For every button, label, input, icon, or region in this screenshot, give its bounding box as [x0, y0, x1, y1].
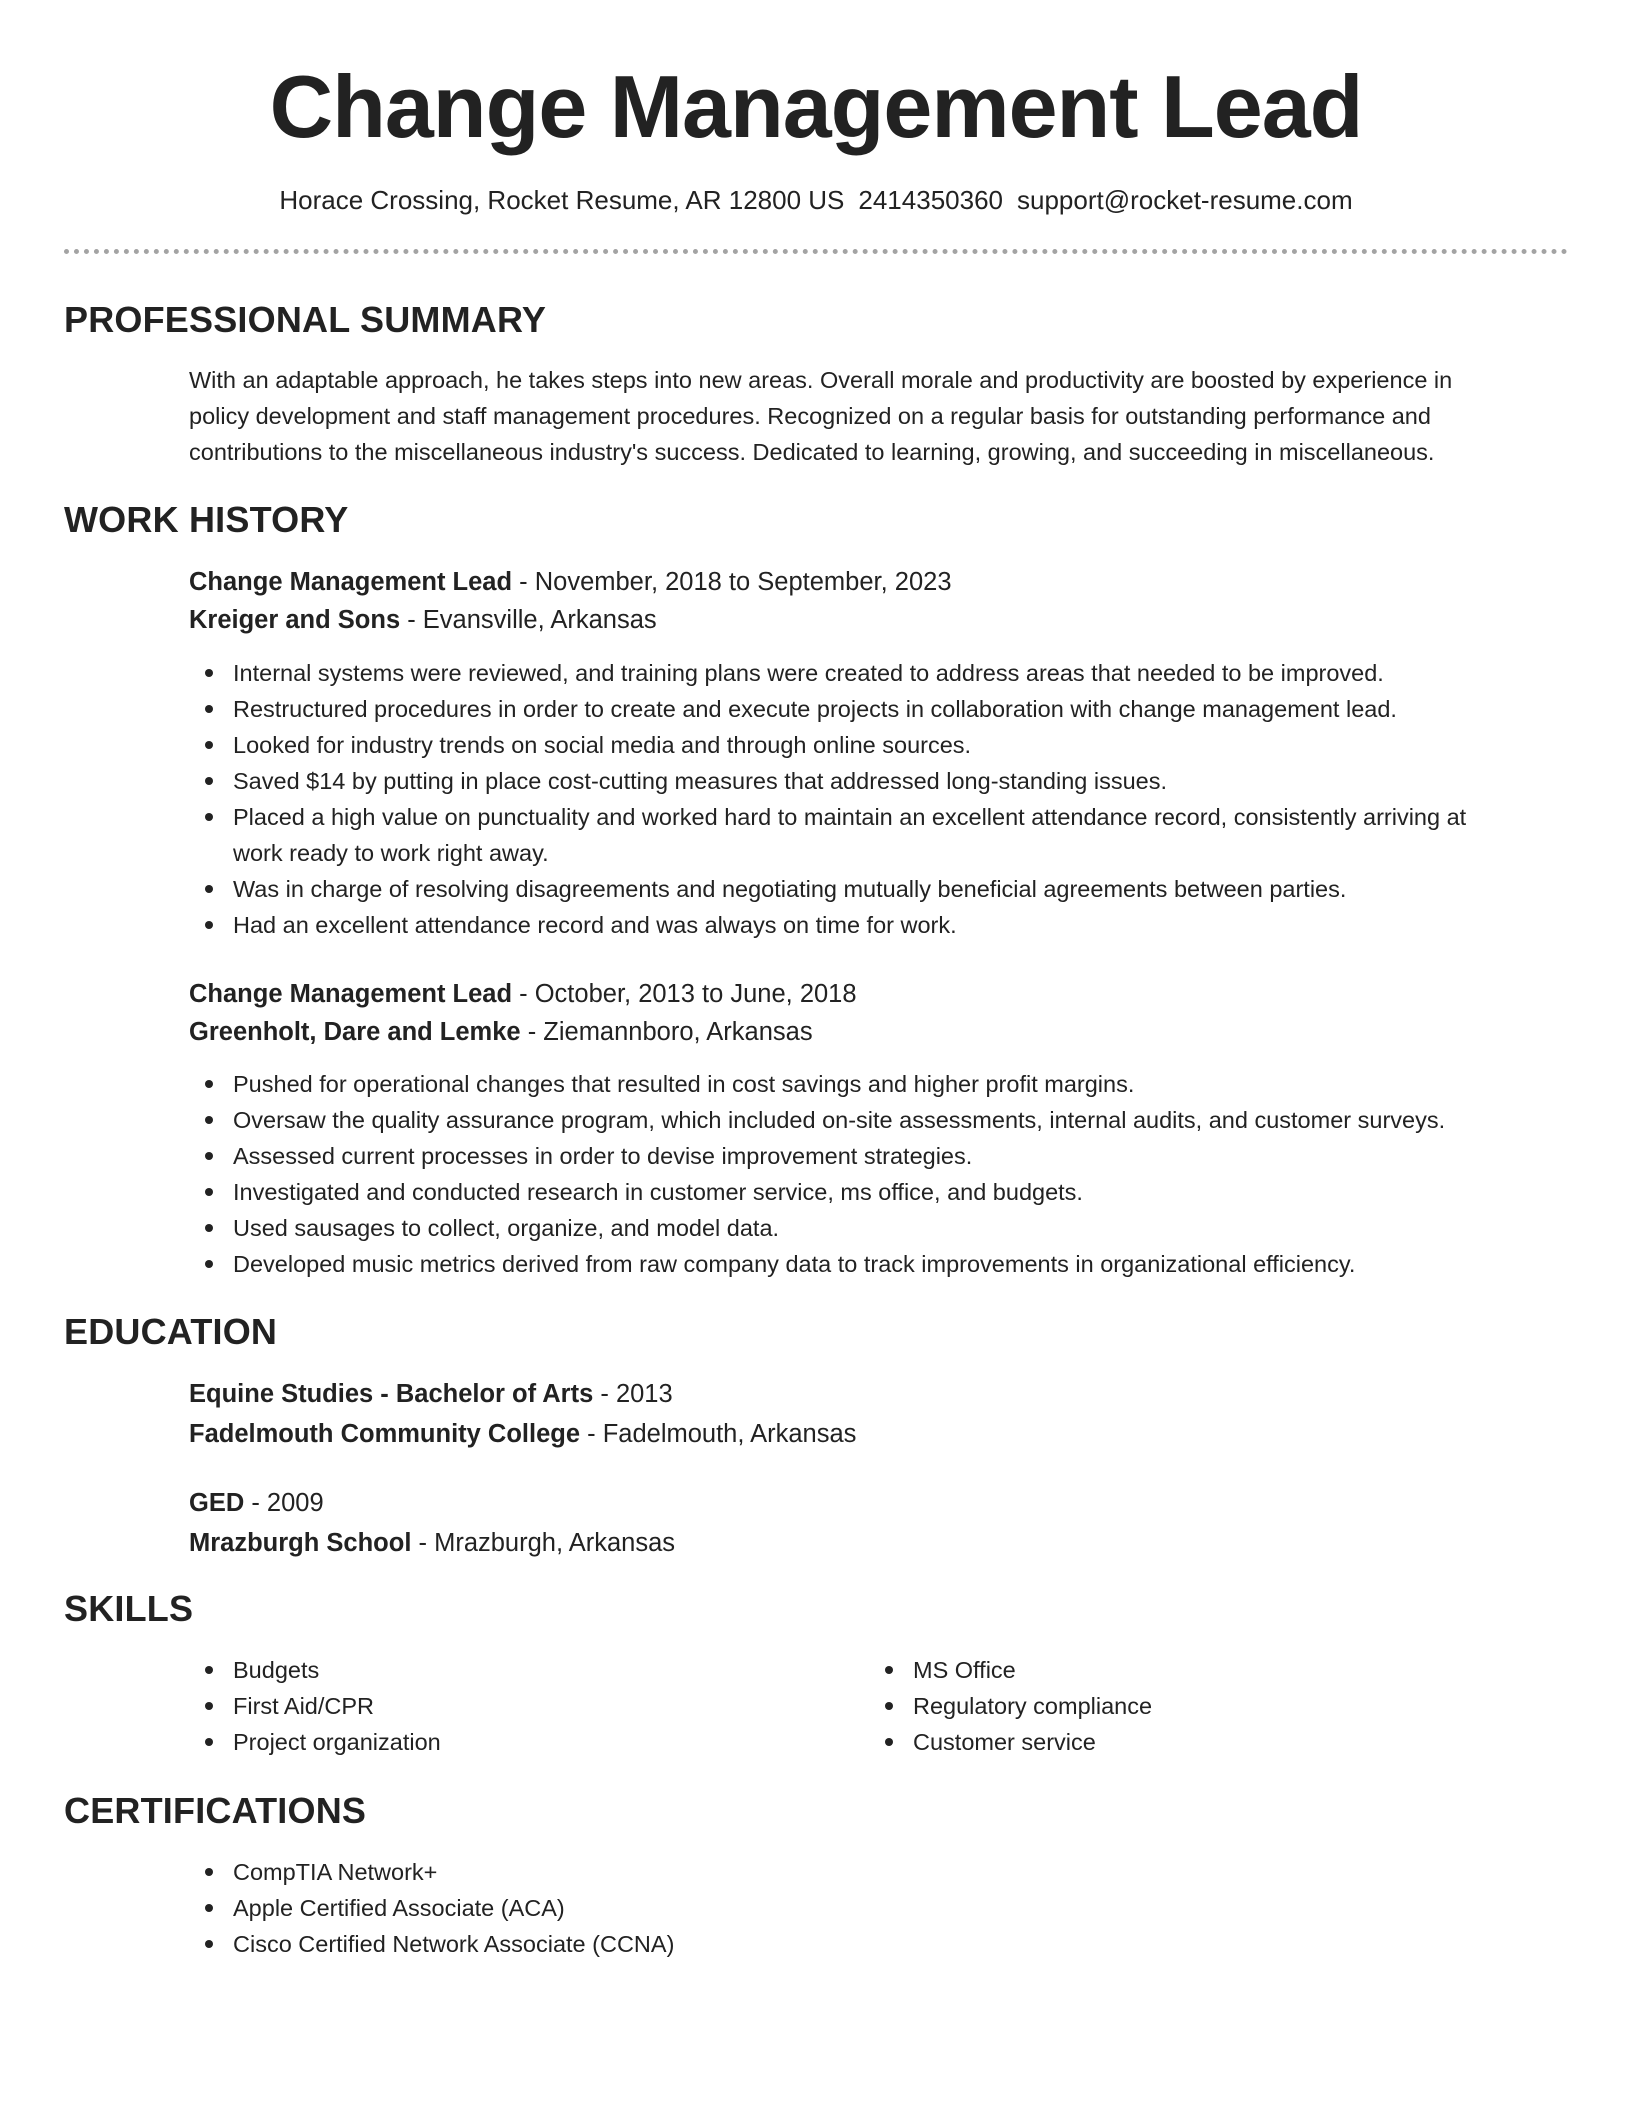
job-bullets — [189, 1066, 1568, 1282]
certification-item: Apple Certified Associate (ACA) — [189, 1890, 1568, 1926]
summary-text — [189, 362, 1568, 470]
resume-title: Change Management Lead — [269, 57, 1363, 156]
list-item: Was in charge of resolving disagreements and negotiating mutually beneficial agreements between parties. — [189, 871, 1568, 907]
skills-column-right — [869, 1652, 1549, 1760]
skill-item: First Aid/CPR — [189, 1688, 869, 1724]
education-degree: Equine Studies - Bachelor of Arts — [189, 1380, 594, 1408]
summary-heading: PROFESSIONAL SUMMARY — [64, 299, 547, 340]
job-company: Greenholt, Dare and Lemke — [189, 1018, 521, 1046]
education-school-line — [189, 1414, 1568, 1454]
skills-grid — [189, 1652, 1568, 1760]
certifications-heading: CERTIFICATIONS — [64, 1790, 367, 1831]
work-history-heading: WORK HISTORY — [64, 499, 349, 540]
list-item: Looked for industry trends on social media and through online sources. — [189, 727, 1568, 763]
skill-item: MS Office — [869, 1652, 1549, 1688]
education-entry — [189, 1374, 1568, 1454]
list-item: Had an excellent attendance record and was always on time for work. — [189, 907, 1568, 943]
skill-item: Project organization — [189, 1724, 869, 1760]
list-item: Restructured procedures in order to create and execute projects in collaboration with change management lead. — [189, 691, 1568, 727]
list-item: Saved $14 by putting in place cost-cutting measures that addressed long-standing issues. — [189, 763, 1568, 799]
education-school: Fadelmouth Community College — [189, 1420, 581, 1448]
job-company-line — [189, 1013, 1568, 1051]
job-entry — [189, 975, 1568, 1051]
job-bullets — [189, 655, 1568, 943]
header-divider — [64, 249, 1568, 254]
list-item: Placed a high value on punctuality and worked hard to maintain an excellent attendance record, consistently arriving at — [189, 799, 1568, 835]
job-company-line — [189, 601, 1568, 639]
list-item: Developed music metrics derived from raw company data to track improvements in organizational efficiency. — [189, 1246, 1568, 1282]
education-school: Mrazburgh School — [189, 1529, 412, 1557]
education-school-line — [189, 1523, 1568, 1563]
skills-column-left — [189, 1652, 869, 1760]
skill-item: Budgets — [189, 1652, 869, 1688]
list-item: Internal systems were reviewed, and training plans were created to address areas that needed to be improved. — [189, 655, 1568, 691]
contact-phone: 2414350360 — [858, 185, 1003, 215]
summary-line: contributions to the miscellaneous industry's success. Dedicated to learning, growing, and succeeding in miscellaneous. — [189, 439, 1435, 465]
contact-email[interactable]: support@rocket-resume.com — [1017, 185, 1353, 215]
skills-heading: SKILLS — [64, 1588, 194, 1629]
summary-line: policy development and staff management procedures. Recognized on a regular basis for outstanding performance and — [189, 403, 1431, 429]
list-item-continuation: work ready to work right away. — [233, 840, 549, 866]
certifications-list — [189, 1854, 1568, 1962]
job-title-line — [189, 563, 1568, 601]
list-item: Oversaw the quality assurance program, which included on-site assessments, internal audits, and customer surveys. — [189, 1102, 1568, 1138]
list-item: Investigated and conducted research in customer service, ms office, and budgets. — [189, 1174, 1568, 1210]
job-title: Change Management Lead — [189, 568, 513, 596]
education-degree-line — [189, 1374, 1568, 1414]
job-title: Change Management Lead — [189, 980, 513, 1008]
job-location: - Ziemannboro, Arkansas — [520, 1018, 813, 1046]
education-location: - Mrazburgh, Arkansas — [411, 1529, 676, 1557]
certification-item: Cisco Certified Network Associate (CCNA) — [189, 1926, 1568, 1962]
contact-address: Horace Crossing, Rocket Resume, AR 12800 US — [279, 185, 845, 215]
job-location: - Evansville, Arkansas — [400, 606, 657, 634]
education-entry — [189, 1483, 1568, 1563]
skill-item: Regulatory compliance — [869, 1688, 1549, 1724]
education-year: - 2009 — [244, 1489, 324, 1517]
job-entry — [189, 563, 1568, 639]
education-degree-line — [189, 1483, 1568, 1523]
skill-item: Customer service — [869, 1724, 1549, 1760]
education-heading: EDUCATION — [64, 1311, 278, 1352]
summary-line: With an adaptable approach, he takes steps into new areas. Overall morale and productivity are boosted by experience in — [189, 367, 1453, 393]
education-degree: GED — [189, 1489, 245, 1517]
education-location: - Fadelmouth, Arkansas — [580, 1420, 857, 1448]
list-item: Assessed current processes in order to devise improvement strategies. — [189, 1138, 1568, 1174]
list-item: Pushed for operational changes that resulted in cost savings and higher profit margins. — [189, 1066, 1568, 1102]
job-title-line — [189, 975, 1568, 1013]
job-company: Kreiger and Sons — [189, 606, 401, 634]
certification-item: CompTIA Network+ — [189, 1854, 1568, 1890]
job-dates: - November, 2018 to September, 2023 — [512, 568, 952, 596]
list-item: Used sausages to collect, organize, and model data. — [189, 1210, 1568, 1246]
job-dates: - October, 2013 to June, 2018 — [512, 980, 857, 1008]
contact-line — [0, 180, 1632, 220]
education-year: - 2013 — [593, 1380, 673, 1408]
